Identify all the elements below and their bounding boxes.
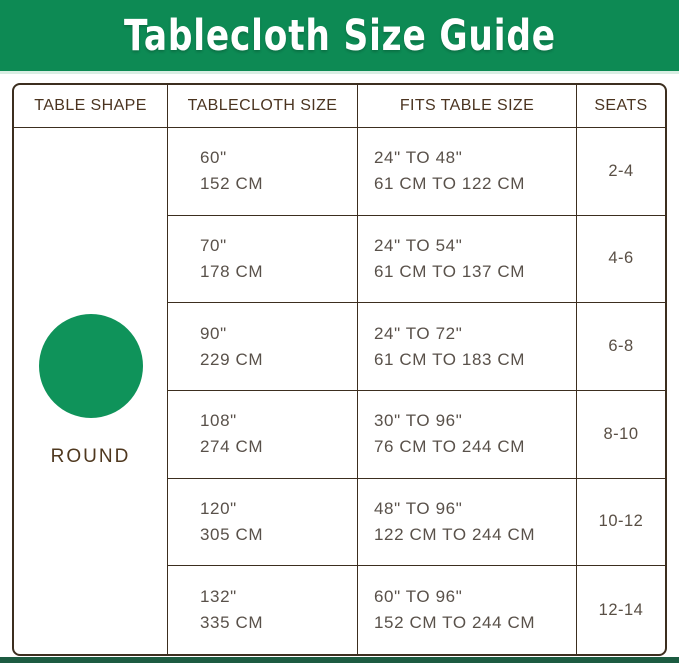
seats-cell bbox=[577, 566, 665, 654]
fits-table-size-cell bbox=[358, 479, 577, 567]
seats-cell bbox=[577, 479, 665, 567]
seats-value: 2-4 bbox=[608, 161, 634, 180]
title-banner bbox=[0, 0, 679, 71]
size-inches: 70" bbox=[200, 235, 227, 255]
page-title: Tablecloth Size Guide bbox=[123, 10, 556, 61]
fits-inches: 24" TO 72" bbox=[374, 323, 463, 343]
fits-inches: 30" TO 96" bbox=[374, 411, 463, 431]
seats-value: 6-8 bbox=[608, 337, 634, 356]
fits-table-size-cell bbox=[358, 128, 577, 216]
fits-inches: 48" TO 96" bbox=[374, 498, 463, 518]
size-cm: 178 CM bbox=[200, 261, 264, 281]
shape-label: ROUND bbox=[50, 445, 131, 467]
header-seats bbox=[577, 85, 665, 128]
size-cm: 335 CM bbox=[200, 613, 264, 633]
fits-cm: 61 CM TO 183 CM bbox=[374, 349, 526, 369]
seats-cell bbox=[577, 391, 665, 479]
fits-inches: 24" TO 48" bbox=[374, 148, 463, 168]
header-fits-table-size-label: FITS TABLE SIZE bbox=[399, 97, 535, 114]
header-table-shape-label: TABLE SHAPE bbox=[34, 97, 147, 114]
size-inches: 132" bbox=[200, 587, 237, 607]
fits-cm: 61 CM TO 137 CM bbox=[374, 261, 526, 281]
seats-value: 12-14 bbox=[598, 600, 644, 619]
tablecloth-size-cell bbox=[168, 216, 358, 304]
fits-table-size-cell bbox=[358, 566, 577, 654]
tablecloth-size-cell bbox=[168, 479, 358, 567]
tablecloth-size-cell bbox=[168, 391, 358, 479]
tablecloth-size-cell bbox=[168, 303, 358, 391]
bottom-accent-bar bbox=[0, 657, 679, 663]
header-tablecloth-size bbox=[168, 85, 358, 128]
tablecloth-size-cell bbox=[168, 566, 358, 654]
size-table bbox=[12, 83, 667, 656]
size-cm: 229 CM bbox=[200, 349, 264, 369]
seats-cell bbox=[577, 128, 665, 216]
table-shape-cell bbox=[14, 128, 168, 654]
fits-inches: 60" TO 96" bbox=[374, 587, 463, 607]
seats-value: 8-10 bbox=[603, 424, 639, 443]
seats-value: 4-6 bbox=[608, 249, 634, 268]
header-seats-label: SEATS bbox=[594, 97, 648, 114]
size-inches: 60" bbox=[200, 148, 227, 168]
fits-inches: 24" TO 54" bbox=[374, 235, 463, 255]
size-inches: 108" bbox=[200, 411, 237, 431]
round-shape-circle bbox=[39, 314, 143, 418]
size-cm: 152 CM bbox=[200, 174, 264, 194]
fits-cm: 122 CM TO 244 CM bbox=[374, 524, 536, 544]
fits-cm: 76 CM TO 244 CM bbox=[374, 437, 526, 457]
header-table-shape bbox=[14, 85, 168, 128]
seats-cell bbox=[577, 216, 665, 304]
fits-table-size-cell bbox=[358, 303, 577, 391]
fits-cm: 61 CM TO 122 CM bbox=[374, 174, 526, 194]
fits-cm: 152 CM TO 244 CM bbox=[374, 613, 536, 633]
seats-cell bbox=[577, 303, 665, 391]
seats-value: 10-12 bbox=[598, 512, 644, 531]
size-cm: 274 CM bbox=[200, 437, 264, 457]
header-tablecloth-size-label: TABLECLOTH SIZE bbox=[187, 97, 338, 114]
header-fits-table-size bbox=[358, 85, 577, 128]
tablecloth-size-cell bbox=[168, 128, 358, 216]
fits-table-size-cell bbox=[358, 216, 577, 304]
size-inches: 120" bbox=[200, 498, 237, 518]
size-grid bbox=[14, 85, 665, 654]
fits-table-size-cell bbox=[358, 391, 577, 479]
size-inches: 90" bbox=[200, 323, 227, 343]
banner-bottom-edge bbox=[0, 71, 679, 74]
size-cm: 305 CM bbox=[200, 524, 264, 544]
